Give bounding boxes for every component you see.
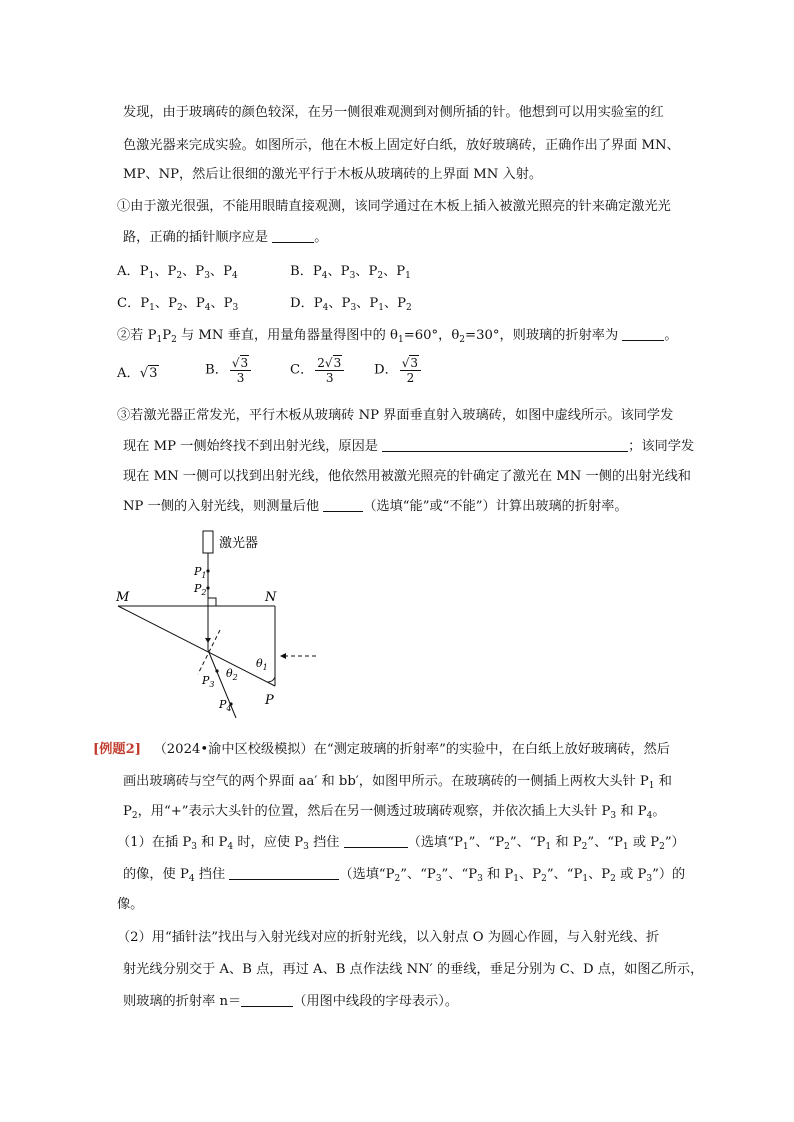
q2-option-a[interactable]: A．√3 [117,366,158,381]
s1-e: （选填“P [407,835,463,850]
q1-line-2 [123,228,327,248]
p2-label: $P_2$ [194,582,207,597]
intro-line-3: MP、NP，然后让很细的激光平行于木板从玻璃砖的上界面 MN 入射。 [123,167,543,182]
s1-g: ”、“P [509,835,546,850]
q1-answer-blank[interactable] [272,228,314,243]
q3-reason-blank[interactable] [382,437,628,452]
q1-option-c-label: C． [117,296,141,311]
example2-sub1-line-2: 的像，使 $P_4$ 挡住 （选填“$P_2$”、“$P_3$”、“$P_3$ 和 $P_1$、$P_2$”、“$P_1$、$P_2$ 或 $P_3$”）的 [123,867,686,884]
s1l2-g: 、P [519,867,542,882]
q2-b-den: 3 [236,371,245,385]
q2-text-a: ②若 P [117,328,157,343]
q2-option-c[interactable]: C． $\frac{2√3}{3}$ [290,356,346,385]
example2-sub2-blank[interactable] [241,992,293,1007]
example2-line-3-c: 和 P [616,804,647,819]
intro-line-2: 色激光器来完成实验。如图所示，他在木板上固定好白纸，放好玻璃砖，正确作出了界面 MN、 [123,138,680,153]
theta1-label: $\theta_1$ [256,657,268,672]
q2-text-c: 与 MN 垂直，用量角器量得图中的 θ [176,328,398,343]
q2-option-a-label: A． [117,366,140,381]
q3-line-2 [123,437,694,457]
s1l2-e: ”、“P [441,867,478,882]
example2-sub2-line-1: （2）用“插针法”找出与入射光线对应的折射光线，以入射点 O 为圆心作圆，与入射光线、折 [117,930,660,945]
s1l2-c: （选填“P [339,867,395,882]
s1-a: （1）在插 P [117,835,192,850]
example2-line-1 [93,740,670,760]
q3-line-3: 现在 MN 一侧可以找到出射光线，他依然用被激光照亮的针确定了激光在 MN 一侧的出射光线和 [123,469,691,484]
s1l2-i: 、P [588,867,611,882]
q1-option-a-label: A． [117,264,140,279]
example2-sub1-blank-2[interactable] [229,865,339,880]
pin-p3 [215,669,218,672]
theta2-label: $\theta_2$ [226,667,238,682]
s1l2-b: 挡住 [194,867,226,882]
q2-option-b-label: B． [205,362,228,378]
q2-option-b[interactable]: B． $\frac{√3}{3}$ [205,356,253,385]
s1-b: 和 P [196,835,228,850]
beam-arrow [205,638,211,643]
q3-line-1: ③若激光器正常发光，平行木板从玻璃砖 NP 界面垂直射入玻璃砖，如图中虚线所示。该同学发 [117,408,674,423]
s1l2-k: ”）的 [652,867,686,882]
q2-d-den: 2 [406,371,415,385]
example2-sub1-line-1: （1）在插 $P_3$ 和 $P_4$ 时，应使 $P_3$ 挡住 （选填“$P_1$”、“$P_2$”、“$P_1$ 和 $P_2$”、“$P_1$ 或 $P_2$”） [117,835,685,852]
example2-line-1-text: （2024•渝中区校级模拟）在“测定玻璃的折射率”的实验中，在白纸上放好玻璃砖，然后 [153,742,670,757]
q1-option-a[interactable]: A．$P_1$、$P_2$、$P_3$、$P_4$ [117,264,238,281]
q1-line-1: ①由于激光很强，不能用眼睛直接观测，该同学通过在木板上插入被激光照亮的针来确定激光光 [117,199,671,214]
q1-option-b-label: B． [290,264,313,279]
laser-label: 激光器 [219,536,259,551]
intro-line-1: 发现，由于玻璃砖的颜色较深，在另一侧很难观测到对侧所插的针。他想到可以用实验室的红 [123,105,664,120]
q2-option-d-label: D． [374,362,398,378]
q2-text-f: 。 [664,328,678,343]
q3-line-2-text: 现在 MP 一侧始终找不到出射光线，原因是 [123,439,378,454]
s1-c: 时，应使 P [233,835,304,850]
theta1-arc [268,677,275,682]
s1-k: ”） [664,835,685,850]
q3-can-blank[interactable] [323,497,363,512]
dashed-arrow [280,653,286,659]
s1-j: 或 P [628,835,660,850]
q3-line-4-text: NP 一侧的入射光线，则测量后他 [123,499,320,514]
edge-mp [118,606,275,686]
q1-option-d-label: D． [290,296,314,311]
s1l2-d: ”、“P [400,867,436,882]
pin-p1 [206,569,209,572]
s1-d: 挡住 [308,835,340,850]
example2-sub2-line-3 [123,992,458,1012]
s1l2-h: ”、“P [546,867,583,882]
s1l2-j: 或 P [615,867,647,882]
example2-line-3: $P_2$，用“+”表示大头针的位置，然后在另一侧透过玻璃砖观察，并依次插上大头针 $P_3$ 和 $P_4$。 [123,804,666,821]
q2-c-den: 3 [325,371,334,385]
q2-line: ②若 $P_1P_2$ 与 MN 垂直，用量角器量得图中的 $\theta_1=60^\circ$，$\theta_2=30^\circ$，则玻璃的折射率为 。 [117,328,678,345]
example2-sub2-line-2: 射光线分别交于 A、B 点，再过 A、B 点作法线 NN′ 的垂线，垂足分别为 C、D 点，如图乙所示， [123,962,704,977]
q2-text-d: =60°，θ [403,328,460,343]
s2l3-a: 则玻璃的折射率 n＝ [123,994,242,1009]
s1-f: ”、“P [468,835,505,850]
q2-d-num: 3 [410,356,419,370]
q1-line-2-text: 路，正确的插针顺序应是 [123,230,269,245]
q1-line-2-end: 。 [314,230,328,245]
q2-text-e: =30°，则玻璃的折射率为 [465,328,619,343]
laser-box [203,531,213,553]
right-angle-mark [208,598,216,606]
s1l2-a: 的像，使 P [123,867,189,882]
q1-option-b[interactable]: B．$P_4$、$P_3$、$P_2$、$P_1$ [290,264,411,281]
q3-line-4 [123,497,628,517]
q2-option-c-label: C． [290,362,314,378]
example2-line-2: 画出玻璃砖与空气的两个界面 aa′ 和 bb′，如图甲所示。在玻璃砖的一侧插上两枚大头针 $P_1$ 和 [123,774,672,791]
q3-line-4-end: （选填“能”或“不能”）计算出玻璃的折射率。 [363,499,628,514]
refraction-figure [110,528,330,723]
q3-line-2-end: ；该同学发 [628,439,695,454]
example2-line-3-a: P [123,804,132,819]
example2-line-2-text: 画出玻璃砖与空气的两个界面 aa′ 和 bb′，如图甲所示。在玻璃砖的一侧插上两枚大头针 P [123,774,649,789]
q2-text-b: P [162,328,172,343]
s1l2-f: 和 P [482,867,514,882]
q2-c-num: 3 [333,356,342,370]
s2l3-b: （用图中线段的字母表示）。 [293,994,459,1009]
s1-h: 和 P [551,835,582,850]
example2-line-2-end: 和 [654,774,672,789]
q2-option-d[interactable]: D． $\frac{√3}{2}$ [374,356,423,385]
q2-answer-blank[interactable] [622,326,664,341]
p1-label: $P_1$ [194,565,207,580]
q2-b-num: 3 [240,356,249,370]
pin-p2 [206,586,209,589]
q2-option-a-value: 3 [149,366,158,381]
example2-tag: [例题2] [93,742,142,757]
s1-i: ”、“P [587,835,623,850]
label-p: P [265,693,274,708]
example2-line-3-d: 。 [652,804,666,819]
q1-option-d[interactable]: D．$P_4$、$P_3$、$P_1$、$P_2$ [290,296,412,313]
q2-c-coef: 2 [317,356,325,370]
q1-option-c[interactable]: C．$P_1$、$P_2$、$P_4$、$P_3$ [117,296,239,313]
example2-sub1-blank-1[interactable] [344,833,408,848]
p4-label: $P_4$ [219,698,232,713]
p3-label: $P_3$ [202,674,215,689]
example2-sub1-line-3: 像。 [117,897,144,912]
label-n: N [265,590,277,605]
example2-line-3-b: ，用“+”表示大头针的位置，然后在另一侧透过玻璃砖观察，并依次插上大头针 P [137,804,611,819]
label-m: M [116,590,130,605]
